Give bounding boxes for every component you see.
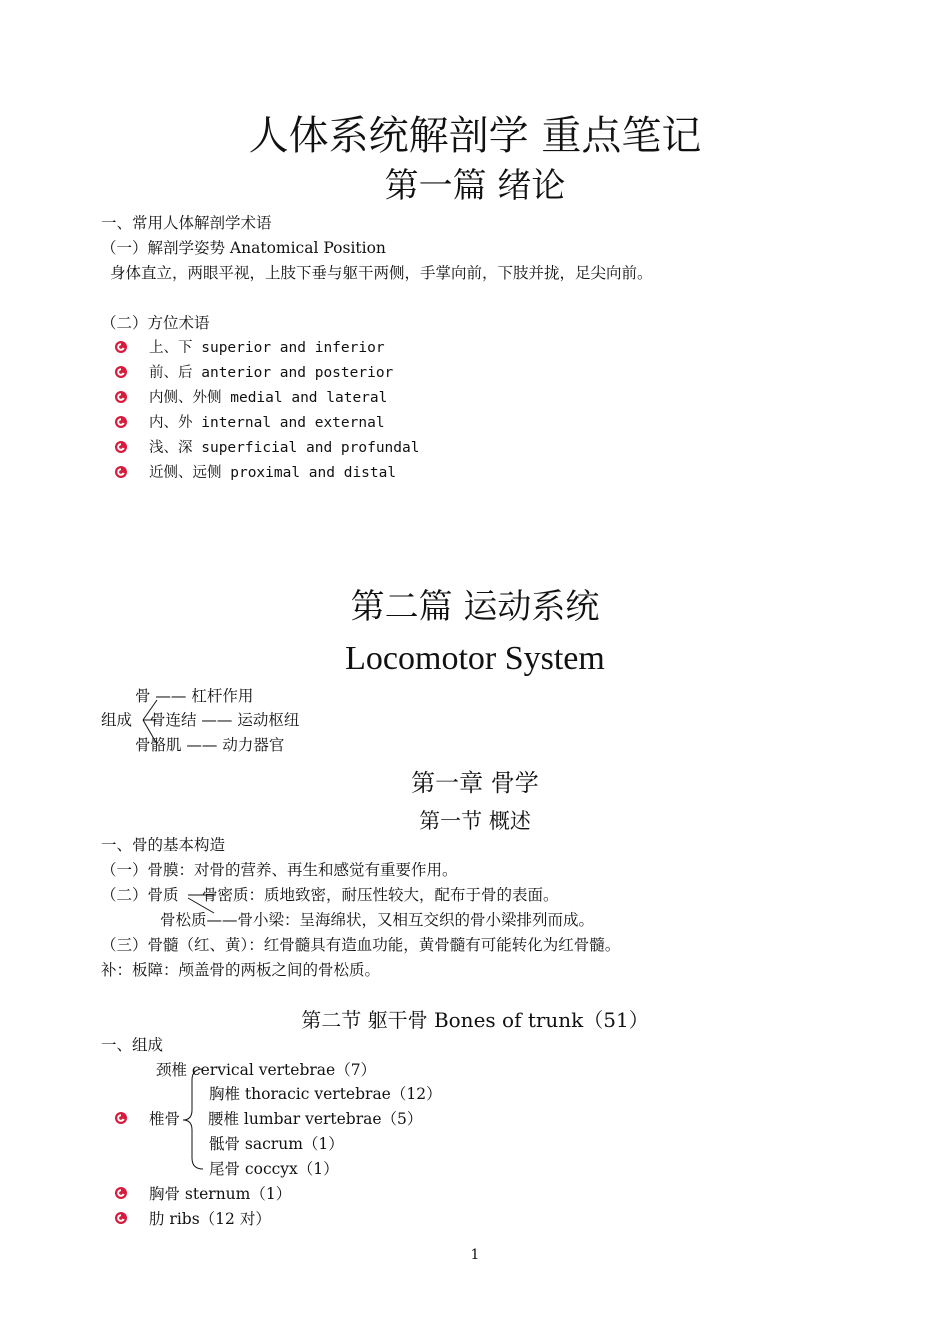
sternum-item: 胸骨 sternum（1） bbox=[149, 1185, 292, 1203]
directional-terms-heading: （二）方位术语 bbox=[101, 314, 210, 332]
swirl-bullet-icon bbox=[114, 1186, 128, 1200]
section2-heading: 第二节 躯干骨 Bones of trunk（51） bbox=[301, 1008, 649, 1032]
list-item: 内侧、外侧 medial and lateral bbox=[149, 390, 388, 406]
vertebra-item: 腰椎 lumbar vertebrae（5） bbox=[208, 1110, 423, 1128]
composition-item: 骨连结 —— 运动枢纽 bbox=[150, 711, 300, 729]
composition-heading: 一、组成 bbox=[101, 1036, 164, 1054]
page-number: 1 bbox=[470, 1247, 480, 1263]
list-item: 近侧、远侧 proximal and distal bbox=[149, 465, 397, 481]
vertebra-item: 骶骨 sacrum（1） bbox=[209, 1135, 344, 1153]
spongy-bone-text: 骨松质——骨小梁：呈海绵状，又相互交织的骨小梁排列而成。 bbox=[160, 911, 595, 929]
diploe-note: 补：板障：颅盖骨的两板之间的骨松质。 bbox=[101, 961, 381, 979]
composition-item: 骨骼肌 —— 动力器官 bbox=[135, 736, 285, 754]
compact-bone-text: 骨密质：质地致密，耐压性较大，配布于骨的表面。 bbox=[202, 886, 559, 904]
anatomical-position-text: 身体直立，两眼平视，上肢下垂与躯干两侧，手掌向前，下肢并拢，足尖向前。 bbox=[110, 264, 653, 282]
list-item: 前、后 anterior and posterior bbox=[149, 365, 394, 381]
bone-structure-heading: 一、骨的基本构造 bbox=[101, 836, 226, 854]
composition-item: 骨 —— 杠杆作用 bbox=[135, 687, 254, 705]
periosteum-text: （一）骨膜：对骨的营养、再生和感觉有重要作用。 bbox=[101, 861, 458, 879]
anatomical-position-heading: （一）解剖学姿势 Anatomical Position bbox=[101, 239, 386, 257]
vertebra-item: 胸椎 thoracic vertebrae（12） bbox=[209, 1085, 442, 1103]
list-item: 浅、深 superficial and profundal bbox=[149, 440, 420, 456]
part1-heading: 第一篇 绪论 bbox=[384, 166, 566, 206]
chapter-heading: 第一章 骨学 bbox=[411, 769, 539, 797]
document-title: 人体系统解剖学 重点笔记 bbox=[248, 113, 702, 159]
part1-section-heading: 一、常用人体解剖学术语 bbox=[101, 214, 272, 232]
part2-heading: 第二篇 运动系统 bbox=[350, 587, 600, 627]
composition-label: 组成 bbox=[101, 711, 133, 729]
ribs-item: 肋 ribs（12 对） bbox=[149, 1210, 271, 1228]
bone-substance-label: （二）骨质 bbox=[101, 886, 179, 904]
list-item: 内、外 internal and external bbox=[149, 415, 385, 431]
bone-marrow-text: （三）骨髓（红、黄）：红骨髓具有造血功能，黄骨髓有可能转化为红骨髓。 bbox=[101, 936, 621, 954]
vertebra-item: 颈椎 cervical vertebrae（7） bbox=[156, 1061, 377, 1079]
vertebrae-label: 椎骨 bbox=[149, 1110, 181, 1128]
vertebra-item: 尾骨 coccyx（1） bbox=[209, 1160, 339, 1178]
swirl-bullet-icon bbox=[114, 1211, 128, 1225]
part2-heading-english: Locomotor System bbox=[345, 640, 605, 677]
section1-heading: 第一节 概述 bbox=[419, 809, 531, 833]
list-item: 上、下 superior and inferior bbox=[149, 340, 385, 356]
